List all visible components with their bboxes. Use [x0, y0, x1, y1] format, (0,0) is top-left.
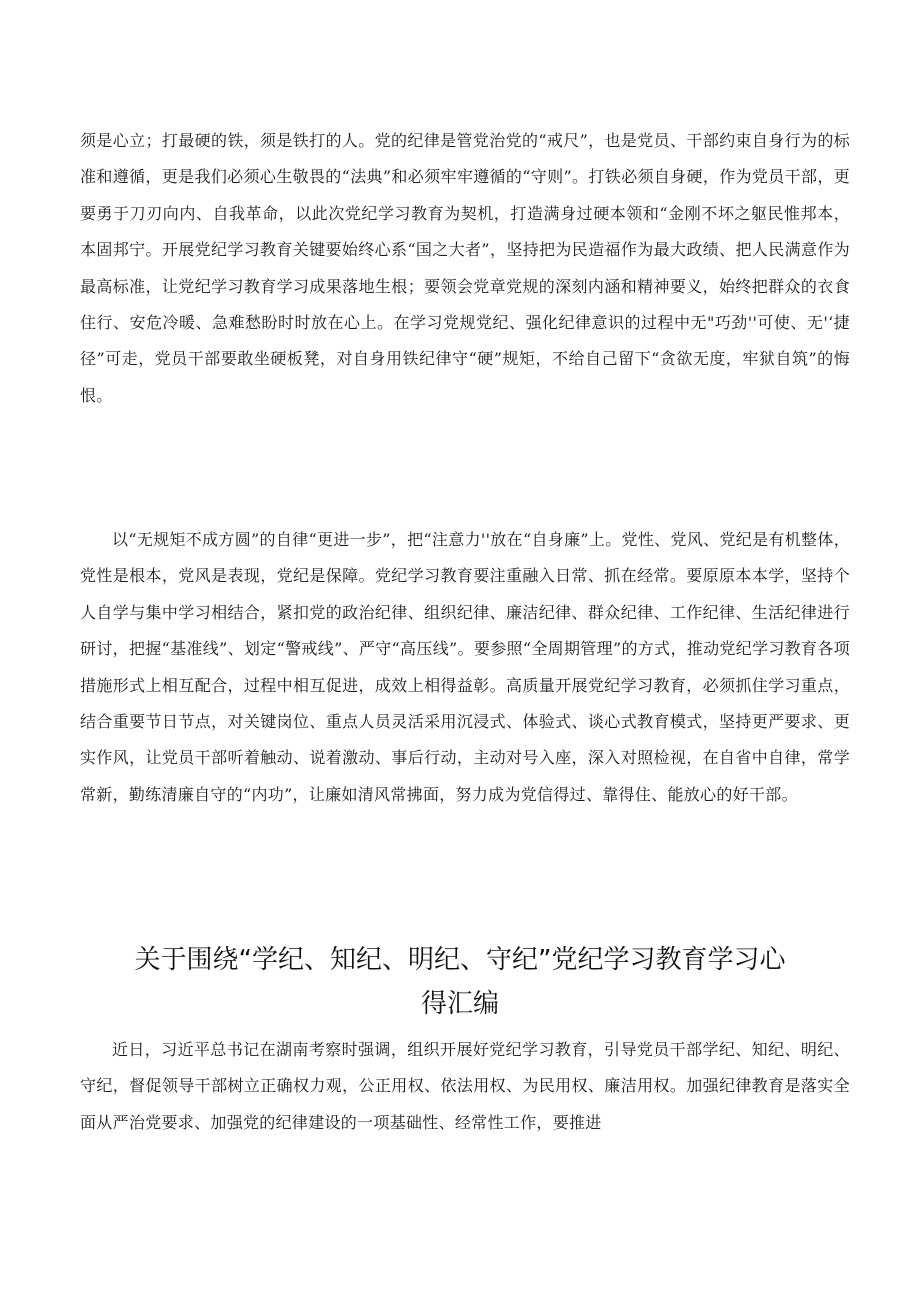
- paragraph-1: 须是心立；打最硬的铁，须是铁打的人。党的纪律是管党治党的“戒尺”，也是党员、干部约束自身行为的标准和遵循，更是我们必须心生敬畏的“法典”和必须牢牢遵循的“守则”。打铁必须自身硬，作为党员干部，更要勇于刀刃向内、自我革命，以此次党纪学习教育为契机，打造满身过硬本领和“金刚不坏之躯民惟邦本，本固邦宁。开展党纪学习教育关键要始终心系“国之大者”，坚持把为民造福作为最大政绩、把人民满意作为最高标准，让党纪学习教育学习成果落地生根；要领会党章党规的深刻内涵和精神要义，始终把群众的衣食住行、安危冷暖、急难愁盼时时放在心上。在学习党规党纪、强化纪律意识的过程中无"巧劲''可使、无'‘捷径”可走，党员干部要敢坐硬板凳，对自身用铁纪律守“硬”规矩，不给自己留下“贪欲无度，牢狱自筑”的悔恨。: [80, 131, 850, 405]
- paragraph-3: 近日，习近平总书记在湖南考察时强调，组织开展好党纪学习教育，引导党员干部学纪、知纪、明纪、守纪，督促领导干部树立正确权力观，公正用权、依法用权、为民用权、廉洁用权。加强纪律教育是落实全面从严治党要求、加强党的纪律建设的一项基础性、经常性工作，要推进: [80, 1040, 850, 1132]
- section-title-line-1: 关于围绕“学纪、知纪、明纪、守纪”党纪学习教育学习心: [134, 945, 786, 975]
- paragraph-2: 以“无规矩不成方圆”的自律“更进一步”，把“注意力''放在“自身廉”上。党性、党风、党纪是有机整体，党性是根本，党风是表现，党纪是保障。党纪学习教育要注重融入日常、抓在经常。要原原本本学，坚持个人自学与集中学习相结合，紧扣党的政治纪律、组织纪律、廉洁纪律、群众纪律、工作纪律、生活纪律进行研讨，把握“基准线”、划定“警戒线”、严守“高压线”。要参照“全周期管理”的方式，推动党纪学习教育各项措施形式上相互配合，过程中相互促进，成效上相得益彰。高质量开展党纪学习教育，必须抓住学习重点，结合重要节日节点，对关键岗位、重点人员灵活采用沉浸式、体验式、谈心式教育模式，坚持更严要求、更实作风，让党员干部听着触动、说着激动、事后行动，主动对号入座，深入对照检视，在自省中自律，常学常新，勤练清廉自守的“内功”，让廉如清风常拂面，努力成为党信得过、靠得住、能放心的好干部。: [80, 530, 850, 804]
- section-title: [100, 938, 820, 1026]
- section-title-line-2: 得汇编: [420, 989, 499, 1019]
